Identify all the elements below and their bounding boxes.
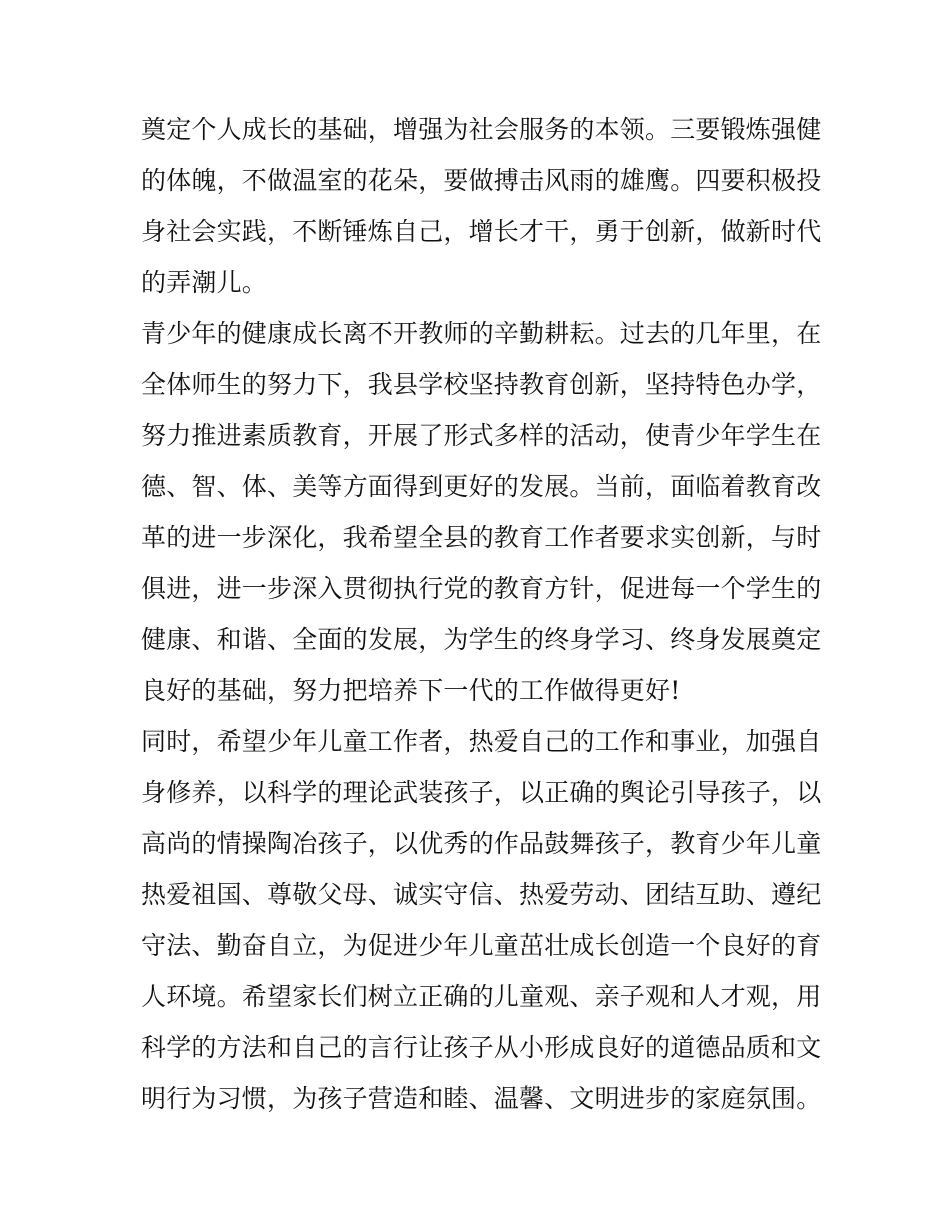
text-line: 奠定个人成长的基础，增强为社会服务的本领。三要锻炼强健 xyxy=(141,115,822,144)
text-line: 全体师生的努力下，我县学校坚持教育创新，坚持特色办学， xyxy=(141,370,822,399)
text-line: 的体魄，不做温室的花朵，要做搏击风雨的雄鹰。四要积极投 xyxy=(141,166,822,195)
text-line: 人环境。希望家长们树立正确的儿童观、亲子观和人才观，用 xyxy=(141,982,822,1011)
text-line: 的弄潮儿。 xyxy=(141,268,268,297)
text-line: 身修养，以科学的理论武装孩子，以正确的舆论引导孩子，以 xyxy=(141,778,822,807)
text-line: 同时，希望少年儿童工作者，热爱自己的工作和事业，加强自 xyxy=(141,727,822,756)
document-body xyxy=(141,104,821,1124)
text-line: 德、智、体、美等方面得到更好的发展。当前，面临着教育改 xyxy=(141,472,822,501)
text-line: 俱进，进一步深入贯彻执行党的教育方针，促进每一个学生的 xyxy=(141,574,822,603)
text-line: 热爱祖国、尊敬父母、诚实守信、热爱劳动、团结互助、遵纪 xyxy=(141,880,822,909)
text-line: 良好的基础，努力把培养下一代的工作做得更好! xyxy=(141,676,681,705)
text-line: 努力推进素质教育，开展了形式多样的活动，使青少年学生在 xyxy=(141,421,822,450)
text-line: 健康、和谐、全面的发展，为学生的终身学习、终身发展奠定 xyxy=(141,625,822,654)
text-line: 科学的方法和自己的言行让孩子从小形成良好的道德品质和文 xyxy=(141,1033,822,1062)
text-line: 高尚的情操陶冶孩子，以优秀的作品鼓舞孩子，教育少年儿童 xyxy=(141,829,822,858)
text-line: 守法、勤奋自立，为促进少年儿童茁壮成长创造一个良好的育 xyxy=(141,931,822,960)
text-line: 革的进一步深化，我希望全县的教育工作者要求实创新，与时 xyxy=(141,523,822,552)
text-line: 青少年的健康成长离不开教师的辛勤耕耘。过去的几年里，在 xyxy=(141,319,822,348)
text-line: 明行为习惯，为孩子营造和睦、温馨、文明进步的家庭氛围。 xyxy=(141,1084,822,1113)
text-line: 身社会实践，不断锤炼自己，增长才干，勇于创新，做新时代 xyxy=(141,217,822,246)
